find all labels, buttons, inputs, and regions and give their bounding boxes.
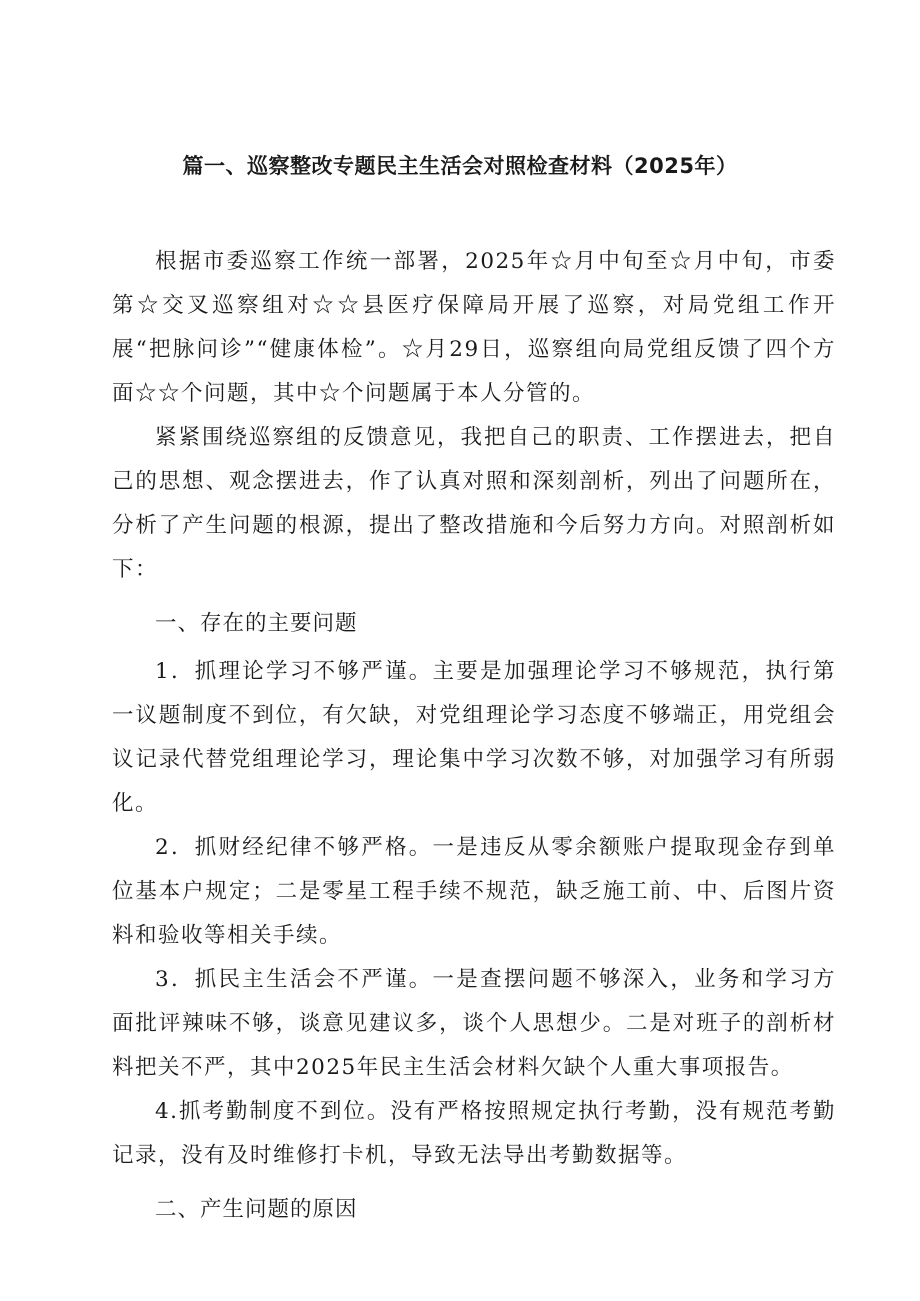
document-title: 篇一、巡察整改专题民主生活会对照检查材料（2025年）: [182, 154, 738, 178]
problem-item: 4.抓考勤制度不到位。没有严格按照规定执行考勤，没有规范考勤记录，没有及时维修打卡机，导致无法导出考勤数据等。: [112, 1099, 836, 1168]
section-heading-problems: 一、存在的主要问题: [155, 611, 358, 636]
problem-item: 1．抓理论学习不够严谨。主要是加强理论学习不够规范，执行第一议题制度不到位，有欠缺，对党组理论学习态度不够端正，用党组会议记录代替党组理论学习，理论集中学习次数不够，对加强学习有所弱化。: [112, 659, 836, 816]
document-body: [112, 240, 836, 1236]
section-heading-causes: 二、产生问题的原因: [155, 1197, 358, 1222]
problem-item: 3．抓民主生活会不严谨。一是查摆问题不够深入，业务和学习方面批评辣味不够，谈意见建议多，谈个人思想少。二是对班子的剖析材料把关不严，其中2025年民主生活会材料欠缺个人重大事项报告。: [112, 967, 836, 1080]
problem-item: 2．抓财经纪律不够严格。一是违反从零余额账户提取现金存到单位基本户规定；二是零星工程手续不规范，缺乏施工前、中、后图片资料和验收等相关手续。: [112, 835, 836, 948]
analysis-paragraph: 紧紧围绕巡察组的反馈意见，我把自己的职责、工作摆进去，把自己的思想、观念摆进去，作了认真对照和深刻剖析，列出了问题所在，分析了产生问题的根源，提出了整改措施和今后努力方向。对照剖析如下：: [112, 425, 836, 582]
intro-paragraph: 根据市委巡察工作统一部署，2025年☆月中旬至☆月中旬，市委第☆交叉巡察组对☆☆县医疗保障局开展了巡察，对局党组工作开展“把脉问诊”“健康体检”。☆月29日，巡察组向局党组反馈了四个方面☆☆个问题，其中☆个问题属于本人分管的。: [112, 249, 836, 406]
